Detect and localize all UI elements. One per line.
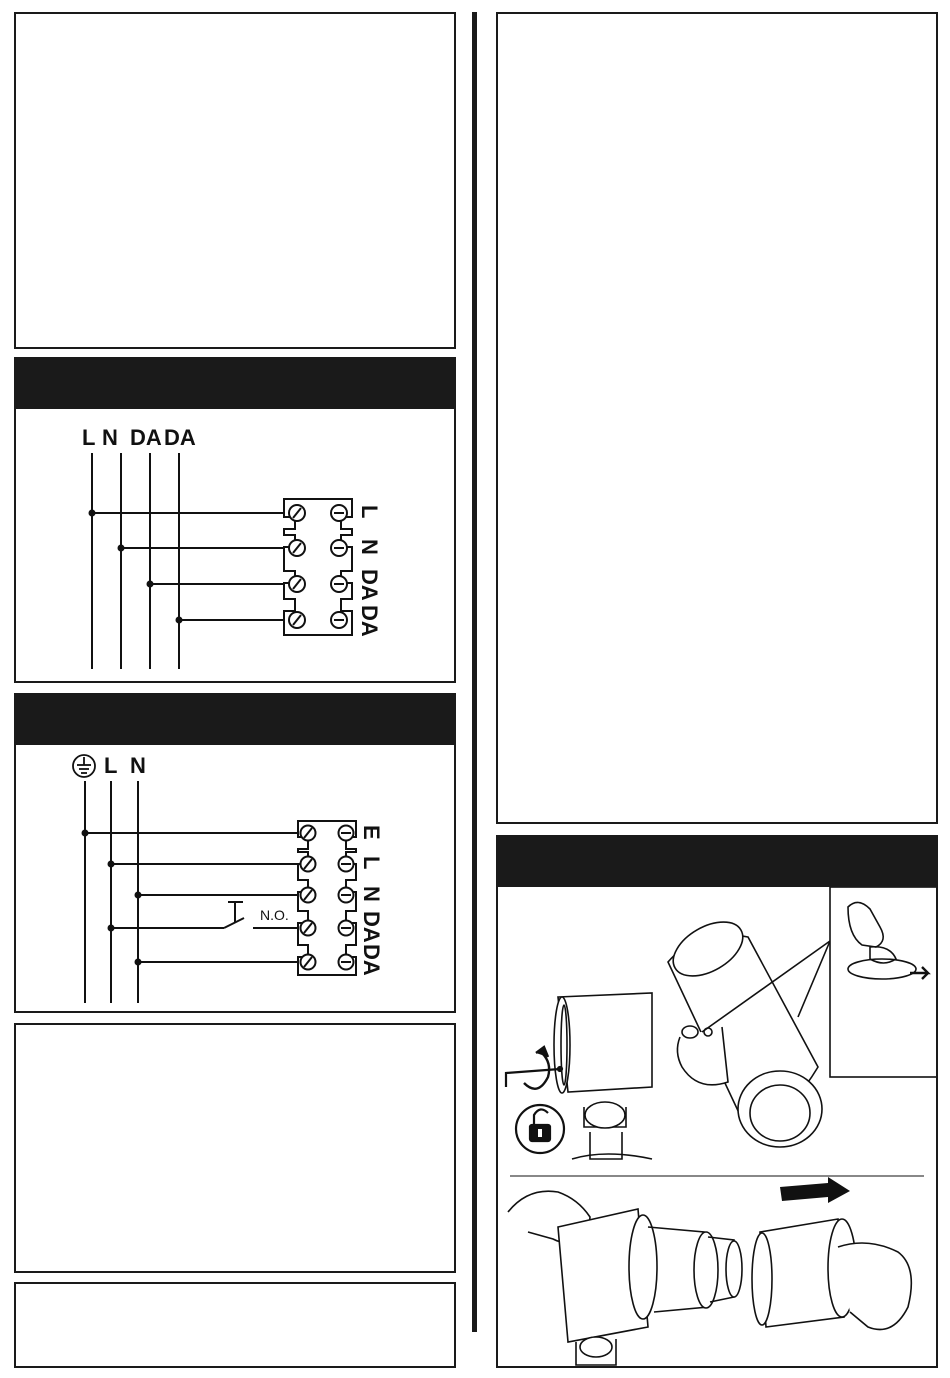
bus-label-l: L [82, 425, 96, 450]
terminal-label-da-2: DA [359, 944, 384, 976]
terminal-block [298, 821, 356, 975]
terminal-block [284, 499, 352, 635]
installation-illustration-panel [496, 835, 938, 1368]
pull-direction-arrow-icon [780, 1177, 850, 1203]
bus-label-da-1: DA [130, 425, 162, 450]
bus-label-da-2: DA [164, 425, 196, 450]
pushbutton-wiring-diagram [16, 745, 454, 1011]
installation-header-band [498, 837, 936, 887]
hand-detail-inset [830, 887, 936, 1077]
terminal-label-da-1: DA [357, 569, 382, 601]
terminal-labels [357, 505, 382, 637]
bus-labels [82, 425, 196, 450]
terminal-label-n: N [357, 539, 382, 555]
terminal-label-da-2: DA [357, 605, 382, 637]
unlock-padlock-icon [516, 1105, 564, 1153]
hex-key-icon [506, 1067, 562, 1087]
earth-ground-icon [73, 755, 95, 777]
pushbutton-wiring-panel [14, 693, 456, 1013]
terminal-label-l: L [357, 505, 382, 519]
terminal-label-da-1: DA [359, 911, 384, 943]
bus-label-n: N [130, 753, 146, 778]
installation-illustrations [498, 887, 936, 1366]
pushbutton-wiring-header-band [16, 695, 454, 745]
terminal-label-e: E [359, 825, 384, 840]
dali-wiring-header-band [16, 359, 454, 409]
bus-lines [92, 453, 284, 669]
switch-label-no: N.O. [260, 907, 289, 923]
large-fixture-illustration [664, 911, 830, 1147]
small-fixture-illustration [506, 993, 652, 1159]
blank-text-panel-top [14, 12, 456, 349]
terminal-labels [359, 825, 384, 976]
blank-text-panel-middle [14, 1023, 456, 1273]
terminal-label-n: N [359, 886, 384, 902]
bus-label-n: N [102, 425, 118, 450]
bus-lines [85, 781, 298, 1003]
terminal-label-l: L [359, 856, 384, 870]
blank-text-panel-bottom [14, 1282, 456, 1368]
rotate-arrow-icon [524, 1047, 549, 1089]
junction-dots [89, 510, 183, 624]
blank-text-panel-right [496, 12, 938, 824]
disassembly-illustration [508, 1177, 911, 1365]
dali-wiring-diagram [16, 409, 454, 681]
dali-wiring-panel [14, 357, 456, 683]
column-divider [472, 12, 477, 1332]
bus-label-l: L [104, 753, 118, 778]
